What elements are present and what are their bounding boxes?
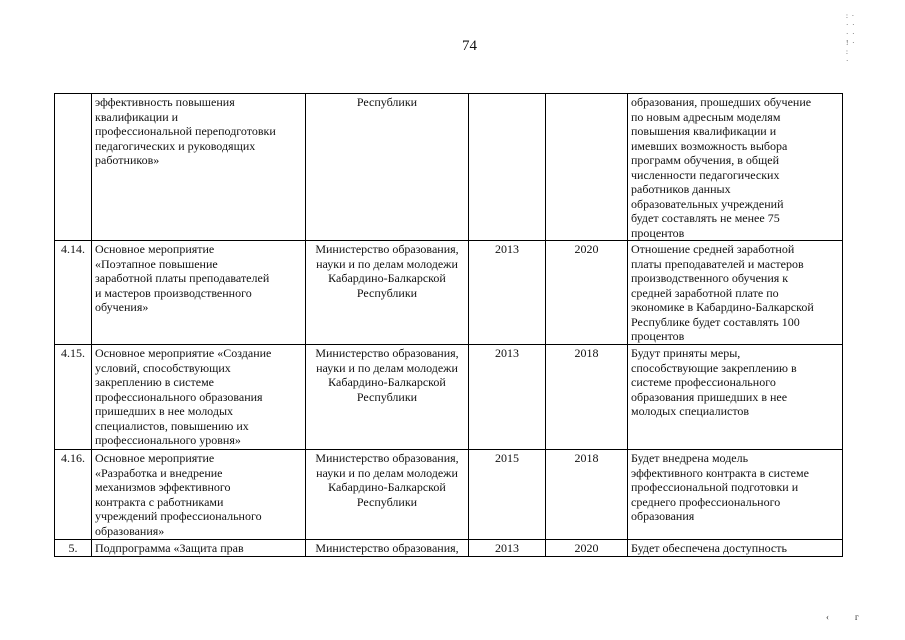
- start-year-cell: 2015: [469, 450, 546, 540]
- executor-cell: Министерство образования, науки и по делам молодежи Кабардино-Балкарской Республики: [306, 241, 469, 345]
- expected-result-cell: Будет внедрена модель эффективного контракта в системе профессиональной подготовки и среднего профессионального образования: [628, 450, 843, 540]
- start-year-cell: 2013: [469, 345, 546, 450]
- end-year-cell: [546, 94, 628, 241]
- measure-name-cell: эффективность повышения квалификации и профессиональной переподготовки педагогических и руководящих работников»: [92, 94, 306, 241]
- page-number: 74: [462, 38, 477, 54]
- expected-result-cell: образования, прошедших обучение по новым адресным моделям повышения квалификации и имевших возможность выбора программ обучения, в общей численности педагогических работников данных образовательных учреждений будет составлять не менее 75 процентов: [628, 94, 843, 241]
- end-year-cell: 2018: [546, 345, 628, 450]
- measure-name-cell: Основное мероприятие «Разработка и внедрение механизмов эффективного контракта с работниками учреждений профессионального образования»: [92, 450, 306, 540]
- row-number-cell: 5.: [55, 540, 92, 557]
- end-year-cell: 2018: [546, 450, 628, 540]
- table-row: [55, 540, 843, 557]
- executor-cell: Министерство образования, науки и по делам молодежи Кабардино-Балкарской Республики: [306, 450, 469, 540]
- program-measures-table: [54, 93, 843, 557]
- row-number-cell: 4.14.: [55, 241, 92, 345]
- row-number-cell: 4.16.: [55, 450, 92, 540]
- table-row: [55, 450, 843, 540]
- row-number-cell: 4.15.: [55, 345, 92, 450]
- measure-name-cell: Подпрограмма «Защита прав: [92, 540, 306, 557]
- table-row: [55, 94, 843, 241]
- end-year-cell: 2020: [546, 540, 628, 557]
- scan-margin-marks: : · · · · · ! · : ·: [846, 12, 856, 65]
- expected-result-cell: Отношение средней заработной платы преподавателей и мастеров производственного обучения к средней заработной плате по экономике в Кабардино-Балкарской Республике будет составлять 100 процентов: [628, 241, 843, 345]
- executor-cell: Министерство образования, науки и по делам молодежи Кабардино-Балкарской Республики: [306, 345, 469, 450]
- end-year-cell: 2020: [546, 241, 628, 345]
- executor-cell: Министерство образования,: [306, 540, 469, 557]
- scan-corner-marks: ‹ г: [826, 612, 859, 622]
- executor-cell: Республики: [306, 94, 469, 241]
- expected-result-cell: Будет обеспечена доступность: [628, 540, 843, 557]
- start-year-cell: [469, 94, 546, 241]
- start-year-cell: 2013: [469, 241, 546, 345]
- table-row: [55, 345, 843, 450]
- measure-name-cell: Основное мероприятие «Создание условий, способствующих закреплению в системе профессионального образования пришедших в нее молодых специалистов, повышению их профессионального уровня»: [92, 345, 306, 450]
- start-year-cell: 2013: [469, 540, 546, 557]
- measure-name-cell: Основное мероприятие «Поэтапное повышение заработной платы преподавателей и мастеров производственного обучения»: [92, 241, 306, 345]
- table-row: [55, 241, 843, 345]
- expected-result-cell: Будут приняты меры, способствующие закреплению в системе профессионального образования пришедших в нее молодых специалистов: [628, 345, 843, 450]
- row-number-cell: [55, 94, 92, 241]
